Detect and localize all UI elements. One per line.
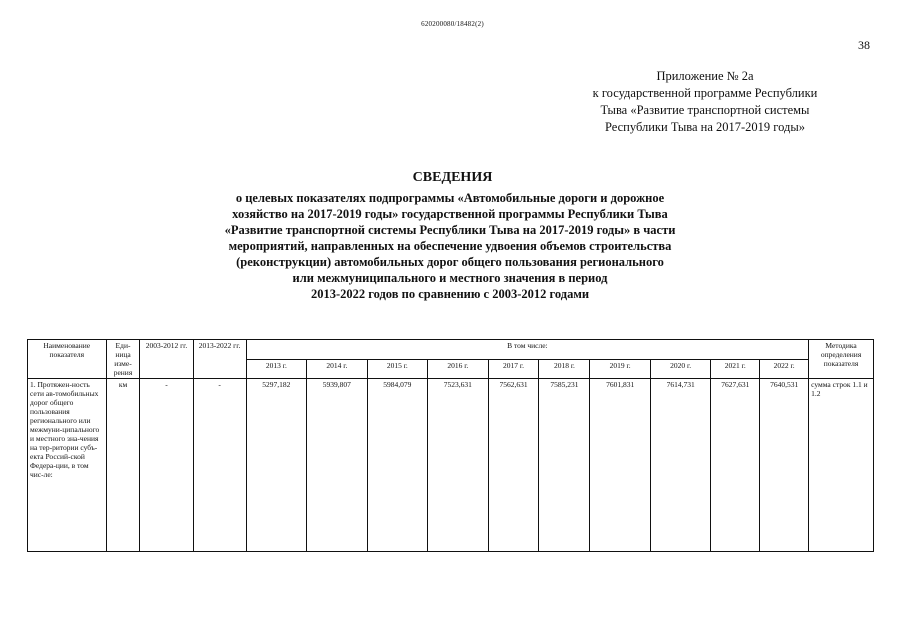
header-year: 2021 г. — [711, 359, 760, 379]
header-year: 2017 г. — [488, 359, 539, 379]
header-name: Наименование показателя — [28, 340, 107, 379]
row-value: 5939,807 — [307, 379, 367, 552]
header-year: 2018 г. — [539, 359, 590, 379]
header-year: 2013 г. — [246, 359, 306, 379]
row-unit: км — [106, 379, 140, 552]
row-value: 5984,079 — [367, 379, 427, 552]
row-method: сумма строк 1.1 и 1.2 — [809, 379, 874, 552]
row-value: 7614,731 — [650, 379, 710, 552]
subtitle-line: (реконструкции) автомобильных дорог общего пользования регионального — [236, 255, 664, 269]
page-number: 38 — [858, 38, 870, 52]
subtitle-line: или межмуниципального и местного значения в период — [292, 271, 608, 285]
appendix-line: Тыва «Развитие транспортной системы — [600, 103, 810, 117]
document-subtitle — [150, 190, 750, 302]
header-year: 2019 г. — [590, 359, 650, 379]
row-value: 7601,831 — [590, 379, 650, 552]
row-value: 7523,631 — [428, 379, 488, 552]
appendix-line: Республики Тыва на 2017-2019 годы» — [604, 120, 806, 134]
header-year: 2020 г. — [650, 359, 710, 379]
indicators-table — [27, 339, 874, 552]
document-code: 620200080/18482(2) — [421, 20, 484, 28]
header-including: В том числе: — [246, 340, 809, 360]
header-period-2003: 2003-2012 гг. — [140, 340, 193, 379]
subtitle-line: «Развитие транспортной системы Республики Тыва на 2017-2019 годы» в части — [224, 223, 676, 237]
header-year: 2015 г. — [367, 359, 427, 379]
subtitle-line: о целевых показателях подпрограммы «Автомобильные дороги и дорожное — [235, 191, 665, 205]
row-value: 7585,231 — [539, 379, 590, 552]
table-header-row — [28, 340, 874, 360]
header-method: Методика определения показателя — [809, 340, 874, 379]
row-value: 5297,182 — [246, 379, 306, 552]
appendix-block — [540, 68, 870, 136]
appendix-line: к государственной программе Республики — [592, 86, 818, 100]
document-heading: СВЕДЕНИЯ — [412, 170, 493, 185]
header-year: 2014 г. — [307, 359, 367, 379]
header-period-2013: 2013-2022 гг. — [193, 340, 246, 379]
subtitle-line: мероприятий, направленных на обеспечение удвоения объемов строительства — [228, 239, 672, 253]
table-row — [28, 379, 874, 552]
appendix-line: Приложение № 2а — [656, 69, 754, 83]
header-unit: Еди-ница изме-рения — [106, 340, 140, 379]
row-name: 1. Протяжен-ность сети ав-томобильных дорог общего пользования регионального или межмуни-ципального и местного зна-чения на тер-ритории субъ-екта Россий-ской Федера-ции, в том чис-ле: — [28, 379, 107, 552]
header-year: 2016 г. — [428, 359, 488, 379]
header-year: 2022 г. — [760, 359, 809, 379]
row-period-2013: - — [193, 379, 246, 552]
subtitle-line: хозяйство на 2017-2019 годы» государственной программы Республики Тыва — [232, 207, 668, 221]
row-value: 7627,631 — [711, 379, 760, 552]
row-period-2003: - — [140, 379, 193, 552]
row-value: 7562,631 — [488, 379, 539, 552]
row-value: 7640,531 — [760, 379, 809, 552]
subtitle-line: 2013-2022 годов по сравнению с 2003-2012 годами — [310, 287, 590, 301]
